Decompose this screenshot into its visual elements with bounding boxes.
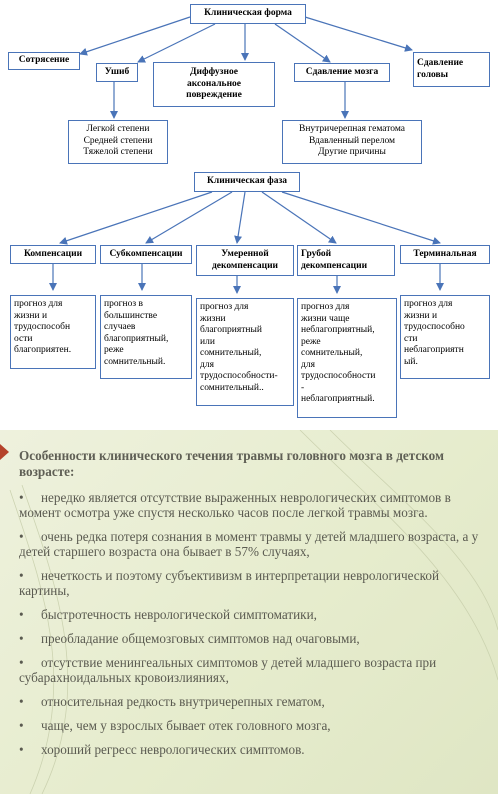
arrow-phase-severe	[262, 192, 336, 243]
bullet-icon: •	[19, 631, 24, 646]
list-item	[19, 490, 491, 520]
list-item	[19, 655, 491, 685]
prognosis-subcompensation-box: прогноз в большинстве случаев благоприятный, реже сомнительный.	[100, 295, 192, 379]
arrow-form-contusion	[138, 24, 215, 62]
list-item-text: преобладание общемозговых симптомов над очаговыми,	[41, 631, 360, 646]
phase-severe-decompensation-box: Грубой декомпенсации	[297, 245, 395, 276]
prognosis-compensation-box: прогноз для жизни и трудоспособн ости благоприятен.	[10, 295, 96, 369]
arrow-phase-terminal	[282, 192, 440, 243]
phase-subcompensation-box: Субкомпенсации	[100, 245, 192, 264]
bullet-icon: •	[19, 718, 24, 733]
phase-moderate-decompensation-box: Умеренной декомпенсации	[196, 245, 294, 276]
phase-terminal-box: Терминальная	[400, 245, 490, 264]
diffuse-axonal-injury-box: Диффузное аксональное повреждение	[153, 62, 275, 107]
list-item-text: очень редка потеря сознания в момент травмы у детей младшего возраста, а у детей старшего возраста она бывает в 57% случаях,	[19, 529, 479, 559]
arrow-form-brain-compression	[275, 24, 330, 62]
list-item	[19, 568, 491, 598]
clinical-form-box: Клиническая форма	[190, 4, 306, 24]
prognosis-severe-decompensation-box: прогноз для жизни чаще неблагоприятный, реже сомнительный, для трудоспособности - неблагоприятный.	[297, 298, 397, 418]
slide-title-marker-icon	[0, 444, 9, 460]
arrow-form-concussion	[80, 17, 190, 54]
list-item-text: нередко является отсутствие выраженных неврологических симптомов в момент осмотра уже спустя несколько часов после легкой травмы мозга.	[19, 490, 451, 520]
arrow-phase-moderate	[237, 192, 245, 243]
brain-compression-box: Сдавление мозга	[294, 63, 390, 82]
clinical-phase-box: Клиническая фаза	[194, 172, 300, 192]
prognosis-moderate-decompensation-box: прогноз для жизни благоприятный или сомнительный, для трудоспособности- сомнительный..	[196, 298, 294, 406]
head-compression-box: Сдавление головы	[413, 52, 490, 87]
prognosis-terminal-box: прогноз для жизни и трудоспособно сти неблагоприятн ый.	[400, 295, 490, 379]
list-item	[19, 718, 491, 733]
list-item-text: быстротечность неврологической симптоматики,	[41, 607, 317, 622]
features-list	[19, 490, 491, 766]
list-item-text: хороший регресс неврологических симптомов.	[41, 742, 305, 757]
features-slide	[0, 430, 498, 794]
bullet-icon: •	[19, 694, 24, 709]
list-item	[19, 529, 491, 559]
list-item-text: нечеткость и поэтому субъективизм в интерпретации неврологической картины,	[19, 568, 440, 598]
slide-title: Особенности клинического течения травмы головного мозга в детском возрасте:	[19, 448, 444, 479]
contusion-box: Ушиб	[96, 63, 138, 82]
bullet-icon: •	[19, 490, 24, 505]
list-item-text: отсутствие менингеальных симптомов у детей младшего возраста при субарахноидальных кровоизлияниях,	[19, 655, 437, 685]
bullet-icon: •	[19, 655, 24, 670]
arrow-form-head-compression	[305, 17, 412, 50]
bullet-icon: •	[19, 607, 24, 622]
phase-compensation-box: Компенсации	[10, 245, 96, 264]
list-item	[19, 694, 491, 709]
list-item	[19, 742, 491, 757]
list-item-text: чаще, чем у взрослых бывает отек головного мозга,	[41, 718, 331, 733]
bullet-icon: •	[19, 568, 24, 583]
list-item	[19, 607, 491, 622]
bullet-icon: •	[19, 529, 24, 544]
contusion-degrees-box: Легкой степени Средней степени Тяжелой степени	[68, 120, 168, 164]
bullet-icon: •	[19, 742, 24, 757]
concussion-box: Сотрясение	[8, 52, 80, 70]
compression-causes-box: Внутричерепная гематома Вдавленный перелом Другие причины	[282, 120, 422, 164]
list-item-text: относительная редкость внутричерепных гематом,	[41, 694, 325, 709]
list-item	[19, 631, 491, 646]
